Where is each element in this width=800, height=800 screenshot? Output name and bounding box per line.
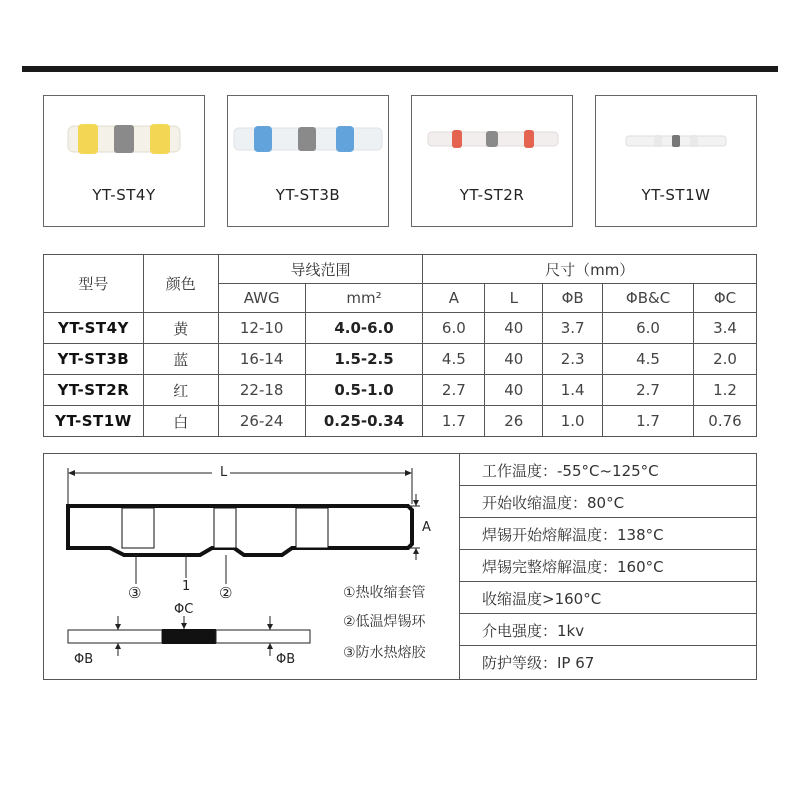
sleeve-band-left xyxy=(452,130,462,148)
solder-ring xyxy=(298,127,316,151)
label-phic: ΦC xyxy=(174,602,194,617)
cell-mm2: 4.0-6.0 xyxy=(305,313,423,344)
table-header-row xyxy=(44,255,757,284)
cell-l: 40 xyxy=(485,375,543,406)
table-row xyxy=(44,375,757,406)
callout-2: ② xyxy=(219,584,233,602)
cell-mm2: 0.25-0.34 xyxy=(305,406,423,437)
cell-awg: 26-24 xyxy=(218,406,305,437)
dim-l-arrow-right xyxy=(405,470,412,476)
cell-model: YT-ST4Y xyxy=(44,313,144,344)
product-cards xyxy=(0,95,800,230)
diagram-panel xyxy=(43,453,757,680)
sleeve-band-left xyxy=(254,126,272,152)
cell-color: 蓝 xyxy=(143,344,218,375)
dim-phib-right-head-bottom xyxy=(267,643,273,649)
crimp-core xyxy=(162,629,216,644)
cell-a: 2.7 xyxy=(423,375,485,406)
product-image-st4y xyxy=(44,96,204,176)
sleeve-band-right xyxy=(150,124,170,154)
spec-row xyxy=(460,614,757,646)
spec-row xyxy=(460,646,757,679)
product-card-st4y[interactable] xyxy=(43,95,205,227)
sleeve-outline xyxy=(68,506,412,555)
spec-text: 防护等级：IP 67 xyxy=(482,654,595,672)
callout-1: 1 xyxy=(182,579,191,594)
solder-ring xyxy=(114,125,134,153)
cell-awg: 12-10 xyxy=(218,313,305,344)
spec-text: 收缩温度>160°C xyxy=(482,590,602,608)
product-card-st1w[interactable] xyxy=(595,95,757,227)
top-divider-bar xyxy=(22,66,778,72)
callout-3: ③ xyxy=(128,584,142,602)
product-card-st2r[interactable] xyxy=(411,95,573,227)
label-phib-right: ΦB xyxy=(276,652,296,667)
table-row xyxy=(44,406,757,437)
dim-phic-head xyxy=(181,623,187,629)
product-label: YT-ST3B xyxy=(275,186,341,204)
legend-item: ②低温焊锡环 xyxy=(343,614,426,630)
cell-awg: 22-18 xyxy=(218,375,305,406)
header-awg: AWG xyxy=(218,284,305,313)
cell-a: 6.0 xyxy=(423,313,485,344)
solder-ring xyxy=(486,131,498,147)
product-image-st3b xyxy=(228,96,388,176)
cell-phibc: 4.5 xyxy=(603,344,694,375)
cell-color: 红 xyxy=(143,375,218,406)
cell-mm2: 0.5-1.0 xyxy=(305,375,423,406)
cell-color: 黄 xyxy=(143,313,218,344)
label-a: A xyxy=(422,520,431,535)
cell-phib: 3.7 xyxy=(543,313,603,344)
cell-phibc: 1.7 xyxy=(603,406,694,437)
dim-l-arrow-left xyxy=(68,470,75,476)
spec-text: 开始收缩温度：80°C xyxy=(482,494,625,512)
header-mm2: mm² xyxy=(305,284,423,313)
cell-l: 26 xyxy=(485,406,543,437)
product-label: YT-ST2R xyxy=(459,186,525,204)
spec-row xyxy=(460,454,757,486)
cell-mm2: 1.5-2.5 xyxy=(305,344,423,375)
solder-ring xyxy=(672,135,680,147)
header-l: L xyxy=(485,284,543,313)
product-image-st2r xyxy=(412,96,572,176)
dim-phib-left-head-top xyxy=(115,624,121,630)
cell-a: 4.5 xyxy=(423,344,485,375)
cell-phib: 1.4 xyxy=(543,375,603,406)
cell-l: 40 xyxy=(485,344,543,375)
sleeve-band-right xyxy=(690,135,698,147)
dim-a-head-top xyxy=(413,500,419,506)
cell-l: 40 xyxy=(485,313,543,344)
solder-ring-diagram xyxy=(214,508,236,548)
cell-phib: 1.0 xyxy=(543,406,603,437)
sleeve-band-left xyxy=(654,135,662,147)
table-row xyxy=(44,344,757,375)
cell-phibc: 6.0 xyxy=(603,313,694,344)
wire-right xyxy=(216,630,310,643)
header-color: 颜色 xyxy=(143,255,218,313)
legend-item: ①热收缩套管 xyxy=(343,585,426,601)
dim-a-head-bottom xyxy=(413,548,419,554)
spec-text: 介电强度：1kv xyxy=(482,622,585,640)
sleeve-band-right xyxy=(336,126,354,152)
header-phibc: ΦB&C xyxy=(603,284,694,313)
spec-row xyxy=(460,486,757,518)
cell-model: YT-ST1W xyxy=(44,406,144,437)
header-size: 尺寸（mm） xyxy=(423,255,757,284)
header-phic: ΦC xyxy=(694,284,757,313)
header-wire-range: 导线范围 xyxy=(218,255,423,284)
cell-phic: 1.2 xyxy=(694,375,757,406)
label-phib-left: ΦB xyxy=(74,652,94,667)
product-label: YT-ST1W xyxy=(641,186,711,204)
seal-ring-right xyxy=(296,508,328,548)
cell-phic: 3.4 xyxy=(694,313,757,344)
product-image-st1w xyxy=(596,96,756,176)
header-phib: ΦB xyxy=(543,284,603,313)
cell-model: YT-ST3B xyxy=(44,344,144,375)
cell-awg: 16-14 xyxy=(218,344,305,375)
cell-phic: 0.76 xyxy=(694,406,757,437)
spec-row xyxy=(460,518,757,550)
product-card-st3b[interactable] xyxy=(227,95,389,227)
spec-table xyxy=(43,254,757,437)
dim-phib-left-head-bottom xyxy=(115,643,121,649)
legend-item: ③防水热熔胶 xyxy=(343,645,426,661)
sleeve-band-left xyxy=(78,124,98,154)
cell-phibc: 2.7 xyxy=(603,375,694,406)
cell-phic: 2.0 xyxy=(694,344,757,375)
spec-text: 焊锡完整熔解温度：160°C xyxy=(482,558,664,576)
seal-ring-left xyxy=(122,508,154,548)
cell-phib: 2.3 xyxy=(543,344,603,375)
wire-left xyxy=(68,630,162,643)
label-l: L xyxy=(220,465,228,480)
header-model: 型号 xyxy=(44,255,144,313)
table-row xyxy=(44,313,757,344)
cell-color: 白 xyxy=(143,406,218,437)
spec-row xyxy=(460,582,757,614)
header-a: A xyxy=(423,284,485,313)
product-label: YT-ST4Y xyxy=(92,186,156,204)
spec-row xyxy=(460,550,757,582)
cell-model: YT-ST2R xyxy=(44,375,144,406)
spec-text: 焊锡开始熔解温度：138°C xyxy=(482,526,664,544)
spec-text: 工作温度：-55°C~125°C xyxy=(482,462,659,480)
sleeve-band-right xyxy=(524,130,534,148)
dim-phib-right-head-top xyxy=(267,624,273,630)
cell-a: 1.7 xyxy=(423,406,485,437)
